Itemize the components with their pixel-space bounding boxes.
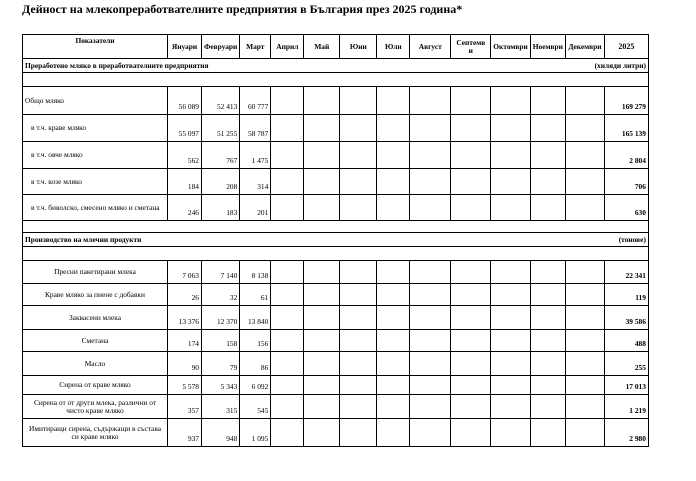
value-cell [271,395,304,419]
value-cell [340,195,377,221]
value-cell [410,284,451,306]
value-cell [304,395,340,419]
value-cell: 8 138 [240,261,271,284]
month-header: Декември [565,35,604,59]
value-cell: 26 [168,284,202,306]
indicator-header: Показатели [23,35,168,59]
value-cell: 1 095 [240,419,271,447]
page-title: Дейност на млекопреработвателните предприятия в България през 2025 година* [22,2,463,16]
value-cell [410,376,451,395]
value-cell [271,284,304,306]
value-cell [491,352,531,376]
value-cell: 1 475 [240,142,271,169]
value-cell [271,330,304,352]
value-cell [530,115,565,142]
value-cell: 937 [168,419,202,447]
value-cell [491,115,531,142]
value-cell: 357 [168,395,202,419]
value-cell [304,169,340,195]
month-header: Януари [168,35,202,59]
value-cell [304,115,340,142]
month-header: Юни [340,35,377,59]
value-cell [410,330,451,352]
value-cell [530,261,565,284]
month-header: Юли [377,35,410,59]
value-cell: 58 787 [240,115,271,142]
value-cell [491,261,531,284]
value-cell: 6 092 [240,376,271,395]
row-label: Имитиращи сирена, съдържащи в състава си краве мляко [23,419,168,447]
value-cell [530,195,565,221]
value-cell [491,195,531,221]
value-cell [340,87,377,115]
value-cell [304,195,340,221]
value-cell [304,306,340,330]
value-cell [377,195,410,221]
value-cell: 315 [202,395,240,419]
value-cell [340,115,377,142]
spacer-row [23,73,649,87]
total-cell: 2 980 [604,419,648,447]
spacer-cell [23,73,649,87]
value-cell [340,142,377,169]
row-label: Краве мляко за пиене с добавки [23,284,168,306]
value-cell [340,395,377,419]
value-cell: 7 140 [202,261,240,284]
value-cell [271,419,304,447]
value-cell [410,195,451,221]
value-cell [340,169,377,195]
value-cell [410,169,451,195]
value-cell: 562 [168,142,202,169]
value-cell: 184 [168,169,202,195]
month-header: Май [304,35,340,59]
value-cell: 61 [240,284,271,306]
value-cell [377,87,410,115]
total-cell: 169 279 [604,87,648,115]
value-cell [377,376,410,395]
table-row [23,306,649,330]
table-row [23,195,649,221]
value-cell [377,306,410,330]
value-cell [271,87,304,115]
row-label: Сирена от от други млека, различни от чисто краве мляко [23,395,168,419]
row-label: Масло [23,352,168,376]
row-label: в т.ч. овче мляко [23,142,168,169]
value-cell: 7 063 [168,261,202,284]
total-cell: 2 804 [604,142,648,169]
row-label: в т.ч. краве мляко [23,115,168,142]
value-cell [304,284,340,306]
value-cell [410,395,451,419]
spacer-cell [23,247,649,261]
value-cell [451,261,491,284]
value-cell [530,376,565,395]
value-cell [530,169,565,195]
value-cell [565,284,604,306]
value-cell [410,142,451,169]
row-label: Заквасени млека [23,306,168,330]
month-header: Август [410,35,451,59]
value-cell [271,169,304,195]
value-cell: 52 413 [202,87,240,115]
section-title: Преработено мляко в преработвателните предприятия [23,59,491,73]
value-cell [377,261,410,284]
month-header: Ноември [530,35,565,59]
value-cell [451,195,491,221]
month-header: Февруари [202,35,240,59]
value-cell [410,306,451,330]
value-cell [565,142,604,169]
value-cell [271,195,304,221]
value-cell [491,169,531,195]
total-cell: 488 [604,330,648,352]
value-cell: 13 840 [240,306,271,330]
value-cell [271,115,304,142]
value-cell [377,330,410,352]
row-label: Сирена от краве мляко [23,376,168,395]
value-cell [491,395,531,419]
table-row [23,142,649,169]
value-cell [377,142,410,169]
value-cell: 60 777 [240,87,271,115]
value-cell: 183 [202,195,240,221]
value-cell [304,87,340,115]
row-label: Сметана [23,330,168,352]
value-cell [451,142,491,169]
value-cell [491,419,531,447]
value-cell [451,169,491,195]
month-header: Септемв и [451,35,491,59]
value-cell: 90 [168,352,202,376]
value-cell [377,352,410,376]
value-cell [451,115,491,142]
section-unit: (хиляди литри) [491,59,649,73]
dairy-table [22,34,649,447]
value-cell [377,169,410,195]
total-cell: 22 341 [604,261,648,284]
table-row [23,376,649,395]
value-cell [451,376,491,395]
row-label: в т.ч. козе мляко [23,169,168,195]
value-cell [304,261,340,284]
value-cell [451,419,491,447]
value-cell [565,395,604,419]
value-cell [304,419,340,447]
value-cell [565,419,604,447]
value-cell: 79 [202,352,240,376]
value-cell [565,115,604,142]
value-cell [451,306,491,330]
value-cell [565,376,604,395]
value-cell [377,284,410,306]
value-cell [410,115,451,142]
value-cell [530,142,565,169]
table-row [23,261,649,284]
value-cell [340,284,377,306]
total-cell: 255 [604,352,648,376]
value-cell [565,306,604,330]
value-cell [530,352,565,376]
value-cell: 5 578 [168,376,202,395]
value-cell [451,87,491,115]
value-cell [565,87,604,115]
value-cell [271,352,304,376]
value-cell [451,330,491,352]
row-label: в т.ч. биволско, смесено мляко и сметана [23,195,168,221]
month-header: Април [271,35,304,59]
value-cell: 51 255 [202,115,240,142]
value-cell [340,330,377,352]
value-cell: 156 [240,330,271,352]
value-cell [410,352,451,376]
value-cell: 158 [202,330,240,352]
value-cell [491,306,531,330]
value-cell [491,284,531,306]
value-cell [410,87,451,115]
value-cell: 12 370 [202,306,240,330]
total-cell: 119 [604,284,648,306]
value-cell: 208 [202,169,240,195]
value-cell [530,419,565,447]
total-header: 2025 [604,35,648,59]
value-cell: 32 [202,284,240,306]
value-cell [491,376,531,395]
value-cell [304,330,340,352]
value-cell [271,261,304,284]
table-row [23,330,649,352]
value-cell [340,352,377,376]
value-cell: 56 089 [168,87,202,115]
value-cell: 545 [240,395,271,419]
value-cell: 86 [240,352,271,376]
table-row [23,87,649,115]
total-cell: 39 586 [604,306,648,330]
value-cell [530,395,565,419]
value-cell [340,419,377,447]
section-unit: (тонове) [491,233,649,247]
value-cell: 13 376 [168,306,202,330]
table-row [23,352,649,376]
table-row [23,115,649,142]
value-cell [565,330,604,352]
spacer-cell [23,221,649,233]
value-cell [565,195,604,221]
value-cell [410,419,451,447]
value-cell: 55 097 [168,115,202,142]
value-cell: 948 [202,419,240,447]
total-cell: 630 [604,195,648,221]
header-row [23,35,649,59]
value-cell [451,284,491,306]
value-cell [304,376,340,395]
value-cell [271,306,304,330]
value-cell [565,169,604,195]
value-cell [565,352,604,376]
value-cell [271,376,304,395]
total-cell: 706 [604,169,648,195]
row-label: Пресни пакетирани млека [23,261,168,284]
total-cell: 1 219 [604,395,648,419]
value-cell [377,419,410,447]
table-row [23,419,649,447]
value-cell [271,142,304,169]
month-header: Март [240,35,271,59]
value-cell [451,395,491,419]
value-cell [340,261,377,284]
value-cell [491,142,531,169]
value-cell [340,306,377,330]
value-cell [491,330,531,352]
value-cell [410,261,451,284]
value-cell [451,352,491,376]
value-cell [530,306,565,330]
value-cell: 5 343 [202,376,240,395]
table-row [23,395,649,419]
value-cell: 174 [168,330,202,352]
total-cell: 165 139 [604,115,648,142]
value-cell [530,330,565,352]
value-cell [491,87,531,115]
value-cell [304,142,340,169]
value-cell [530,284,565,306]
table-row [23,169,649,195]
value-cell: 201 [240,195,271,221]
value-cell [304,352,340,376]
section-header-row [23,233,649,247]
value-cell: 246 [168,195,202,221]
month-header: Октомври [491,35,531,59]
value-cell [565,261,604,284]
value-cell [340,376,377,395]
value-cell: 314 [240,169,271,195]
section-title: Производство на млечни продукти [23,233,491,247]
table-row [23,284,649,306]
section-header-row [23,59,649,73]
row-label: Общо мляко [23,87,168,115]
value-cell: 767 [202,142,240,169]
total-cell: 17 013 [604,376,648,395]
value-cell [530,87,565,115]
spacer-row [23,221,649,233]
value-cell [377,115,410,142]
spacer-row [23,247,649,261]
value-cell [377,395,410,419]
